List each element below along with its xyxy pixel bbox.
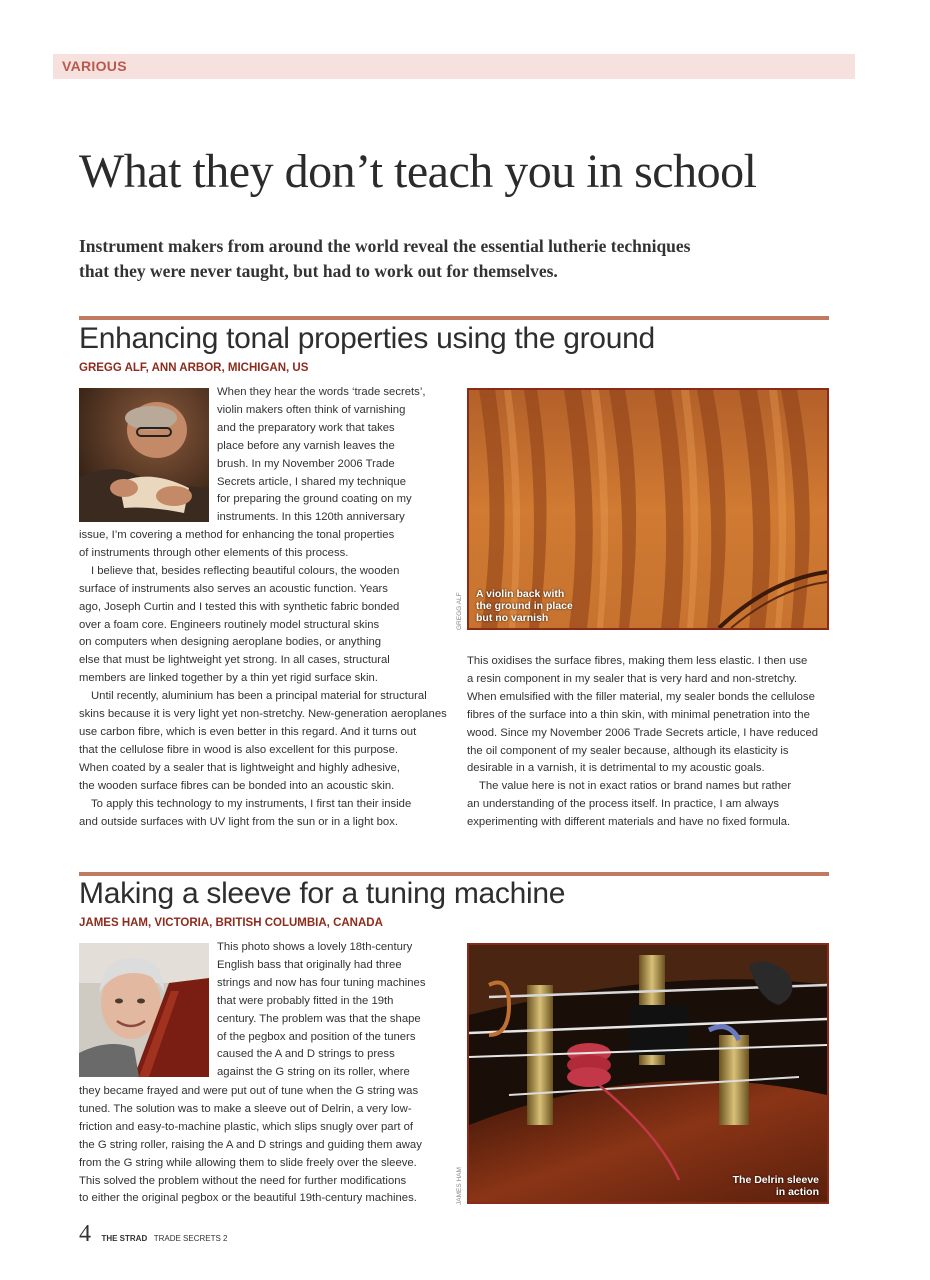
section-band [53,54,855,79]
text-line: century. The problem was that the shape [217,1012,421,1025]
text-line: and outside surfaces with UV light from the sun or in a light box. [79,815,398,828]
text-line: they became frayed and were put out of tune when the G string was [79,1085,419,1097]
text-line: on computers when designing aeroplane bodies, or anything [79,636,382,649]
section-label: VARIOUS [62,58,127,74]
standfirst [79,234,779,284]
photo-credit-gregg-alf: GREGG ALF [456,592,463,630]
text-line: When emulsified with the filler material, my sealer bonds the cellulose [467,690,815,703]
caption-line: but no varnish [476,612,549,624]
text-line: desirable in a varnish, it is detrimental to my acoustic goals. [467,762,765,775]
text-line: that were probably fitted in the 19th [217,994,394,1007]
text-line: for preparing the ground coating on my [217,493,412,506]
article1-text-beside-photo [217,384,457,527]
caption-line: A violin back with [476,588,565,600]
text-line: the wooden surface fibres can be bonded into an acoustic skin. [79,779,395,792]
text-line: of the pegbox and position of the tuners [217,1030,416,1043]
caption-line: The Delrin sleeve [732,1174,819,1186]
text-line: When coated by a sealer that is lightweight and highly adhesive, [79,761,400,774]
text-line: a resin component in my sealer that is very hard and non-stretchy. [467,672,798,685]
text-line: Secrets article, I shared my technique [217,475,406,488]
standfirst-line: Instrument makers from around the world reveal the essential lutherie techniques [79,236,691,256]
article1-column-1 [79,527,454,831]
text-line: fibres of the surface into a thin skin, with minimal penetration into the [467,708,810,721]
article2-text-beside-photo [217,939,457,1082]
text-line: When they hear the words ‘trade secrets’, [217,386,426,398]
page-number: 4 [79,1221,91,1247]
author-photo-james-ham [79,943,209,1077]
text-line: the G string roller, raising the A and D strings and guiding them away [79,1138,422,1151]
text-line: strings and now has four tuning machines [217,976,426,989]
text-line: instruments. In this 120th anniversary [217,511,405,524]
delrin-sleeve-photo [467,943,829,1204]
photo-credit-james-ham: JAMES HAM [456,1167,463,1205]
violin-photo-caption [476,588,573,624]
text-line: wood. Since my November 2006 Trade Secrets article, I have reduced [467,726,819,739]
text-line: violin makers often think of varnishing [217,403,406,416]
text-line: friction and easy-to-machine plastic, which slips snugly over part of [79,1120,414,1133]
text-line: The value here is not in exact ratios or brand names but rather [479,780,792,793]
text-line: Until recently, aluminium has been a principal material for structural [91,690,427,703]
text-line: surface of instruments also serves an acoustic function. Years [79,582,388,595]
text-line: place before any varnish leaves the [217,439,395,452]
page-title: What they don’t teach you in school [79,145,757,198]
text-line: ago, Joseph Curtin and I tested this with synthetic fabric bonded [79,600,400,613]
issue-name: TRADE SECRETS 2 [153,1234,228,1243]
article2-heading: Making a sleeve for a tuning machine [79,877,566,910]
article2-rule [79,872,829,876]
text-line: skins because it is very light yet non-stretchy. New-generation aeroplanes [79,708,447,721]
text-line: I believe that, besides reflecting beautiful colours, the wooden [91,564,400,577]
text-line: and the preparatory work that takes [217,421,395,434]
text-line: English bass that originally had three [217,958,402,971]
text-line: issue, I’m covering a method for enhancing the tonal properties [79,529,395,541]
text-line: against the G string on its roller, where [217,1066,410,1079]
violin-back-photo [467,388,829,630]
text-line: This solved the problem without the need for further modifications [79,1174,407,1187]
standfirst-line: that they were never taught, but had to work out for themselves. [79,261,558,281]
text-line: over a foam core. Engineers routinely model structural skins [79,618,380,631]
text-line: an understanding of the process itself. In practice, I am always [467,798,780,811]
page-footer [79,1221,227,1251]
text-line: tuned. The solution was to make a sleeve out of Delrin, a very low- [79,1102,412,1115]
text-line: else that must be lightweight yet strong. In all cases, structural [79,654,390,667]
text-line: This oxidises the surface fibres, making them less elastic. I then use [467,655,808,667]
delrin-photo-caption [733,1174,819,1198]
article1-byline: GREGG ALF, ANN ARBOR, MICHIGAN, US [79,362,309,374]
text-line: the oil component of my sealer because, although its elasticity is [467,744,789,757]
article1-column-2 [467,653,842,832]
author-photo-gregg-alf [79,388,209,522]
article1-heading: Enhancing tonal properties using the ground [79,322,655,355]
text-line: caused the A and D strings to press [217,1048,395,1061]
text-line: of instruments through other elements of this process. [79,546,349,559]
caption-line: the ground in place [476,600,573,612]
text-line: from the G string while allowing them to slide freely over the sleeve. [79,1156,417,1169]
text-line: to either the original pegbox or the beautiful 19th-century machines. [79,1192,417,1205]
magazine-name: THE STRAD [101,1234,148,1243]
text-line: members are linked together by a thin yet rigid surface skin. [79,672,378,685]
text-line: use carbon fibre, which is even better in this regard. And it turns out [79,725,417,738]
article2-column-1 [79,1083,454,1208]
caption-line: in action [775,1186,819,1198]
text-line: brush. In my November 2006 Trade [217,457,395,470]
article2-byline: JAMES HAM, VICTORIA, BRITISH COLUMBIA, CANADA [79,917,383,929]
text-line: To apply this technology to my instruments, I first tan their inside [91,797,412,810]
article1-rule [79,316,829,320]
text-line: This photo shows a lovely 18th-century [217,941,413,953]
text-line: experimenting with different materials and have no fixed formula. [467,816,791,829]
text-line: that the cellulose fibre in wood is also excellent for this purpose. [79,743,398,756]
